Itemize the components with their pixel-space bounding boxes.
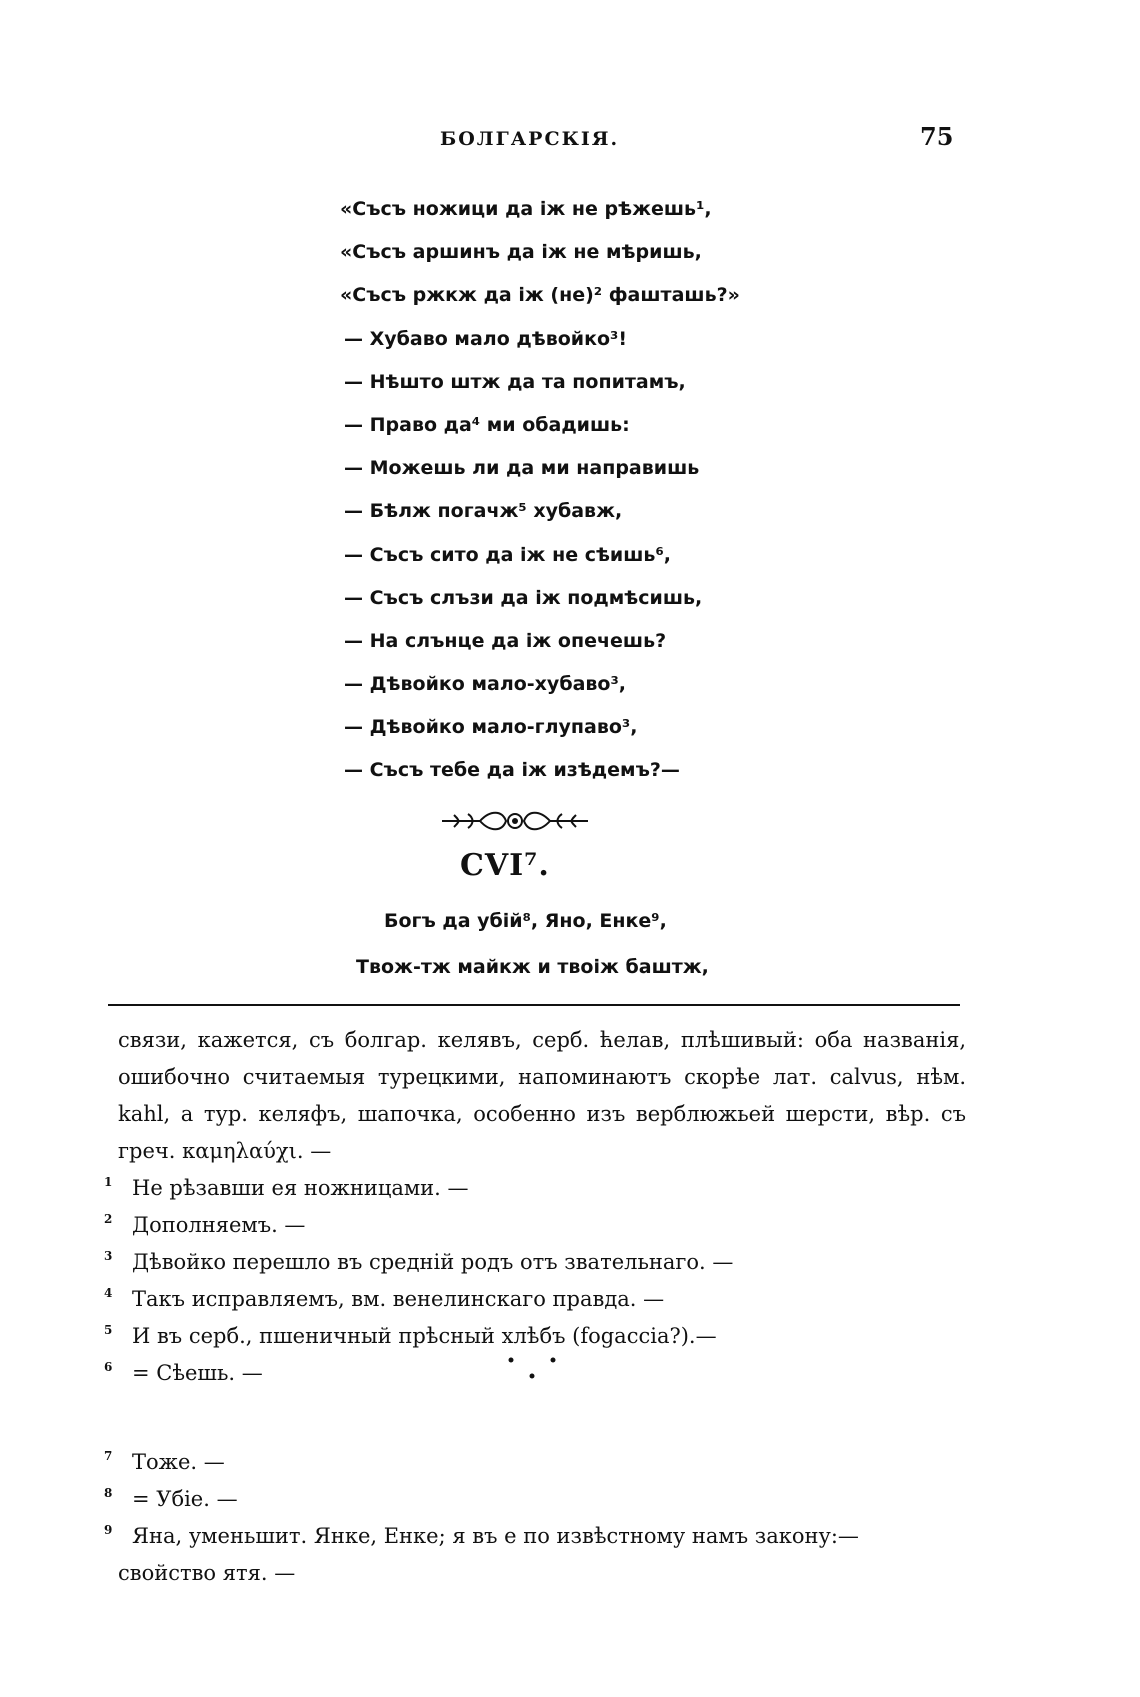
verse-line: — На слънце да іж опечешь? — [344, 629, 667, 652]
footnote — [104, 1481, 966, 1518]
footnote-text: И въ серб., пшеничный прѣсный хлѣбъ (fogaccia?).— — [132, 1324, 717, 1348]
running-head: БОЛГАРСКІЯ. — [440, 128, 620, 150]
footnote-text: свойство ятя. — — [118, 1561, 296, 1585]
verse-line: — Съсъ сито да іж не сѣишь⁶, — [344, 543, 671, 566]
verse-line: — Дѣвойко мало-хубаво³, — [344, 673, 627, 696]
footnote-text: Тоже. — — [132, 1450, 225, 1474]
footnote-mark: 2 — [104, 1212, 113, 1226]
footnote-mark: 5 — [104, 1323, 113, 1337]
footnote-text: = Сѣешь. — — [132, 1361, 263, 1385]
footnote — [104, 1518, 966, 1555]
verse-line: — Можешь ли да ми направишь — [344, 457, 700, 480]
asterism-icon — [505, 1354, 565, 1394]
decorative-ornament-icon — [440, 806, 590, 836]
page-number: 75 — [920, 122, 954, 151]
footnote-mark: 1 — [104, 1175, 113, 1189]
footnote-mark: 9 — [104, 1523, 113, 1537]
footnote-mark: 4 — [104, 1286, 113, 1300]
verse-line: «Съсъ аршинъ да іж не мѣришь, — [340, 241, 702, 264]
footnote-text: Не рѣзавши ея ножницами. — — [132, 1176, 469, 1200]
footnote-text: Яна, уменьшит. Янке, Енке; я въ е по извѣстному намъ закону:— — [132, 1524, 859, 1548]
footnote — [104, 1244, 966, 1281]
footnote — [104, 1170, 966, 1207]
verse-line: «Съсъ ножици да іж не рѣжешь¹, — [340, 198, 712, 220]
footnote-mark: 7 — [104, 1449, 113, 1463]
footnote-mark: 3 — [104, 1249, 113, 1263]
verse-line: — Бѣлж погачж⁵ хубавж, — [344, 500, 623, 523]
verse-line: — Право да⁴ ми обадишь: — [344, 413, 630, 436]
footnote-mark: 8 — [104, 1486, 113, 1500]
footnote — [104, 1444, 966, 1481]
footnote-continuation: связи, кажется, съ болгар. келявъ, серб. ћелав, плѣшивый: оба названія, ошибочно считаемыя турецкими, напоминаютъ скорѣе лат. calvus, нѣм. kahl, а тур. келяфъ, шапочка, особенно изъ верблюжьей шерсти, вѣр. съ греч. καμηλαύχι. — — [118, 1028, 966, 1163]
verse-line: — Дѣвойко мало-глупаво³, — [344, 716, 638, 739]
footnote-mark: 6 — [104, 1360, 113, 1374]
poem-line: Богъ да убій⁸, Яно, Енке⁹, — [384, 910, 667, 932]
poem-line: Твож-тж майкж и твоіж баштж, — [356, 956, 709, 978]
verse-line: — Нѣшто штж да та попитамъ, — [344, 370, 686, 393]
poem-number: CVI⁷. — [460, 848, 550, 883]
verse-line: — Съсъ слъзи да іж подмѣсишь, — [344, 586, 703, 609]
verse-line: — Съсъ тебе да іж изѣдемъ?— — [344, 759, 680, 782]
verse-line: «Съсъ ржкж да іж (не)² фашташь?» — [340, 284, 740, 307]
poem-lines — [356, 898, 876, 990]
verse-block — [340, 188, 980, 793]
footnotes — [104, 1022, 966, 1592]
footnote-divider — [108, 1004, 960, 1006]
footnote-text: Дополняемъ. — — [132, 1213, 306, 1237]
footnote — [104, 1318, 966, 1355]
footnote — [104, 1207, 966, 1244]
footnote-continuation-line — [118, 1555, 966, 1592]
asterism-divider — [118, 1392, 966, 1444]
footnote-text: Дѣвойко перешло въ среднiй родъ отъ звательнаго. — — [132, 1250, 734, 1274]
footnote — [104, 1281, 966, 1318]
footnote-text: = Убіе. — — [132, 1487, 238, 1511]
verse-line: — Хубаво мало дѣвойко³! — [344, 327, 628, 350]
footnote-text: Такъ исправляемъ, вм. венелинскаго правда. — — [132, 1287, 665, 1311]
